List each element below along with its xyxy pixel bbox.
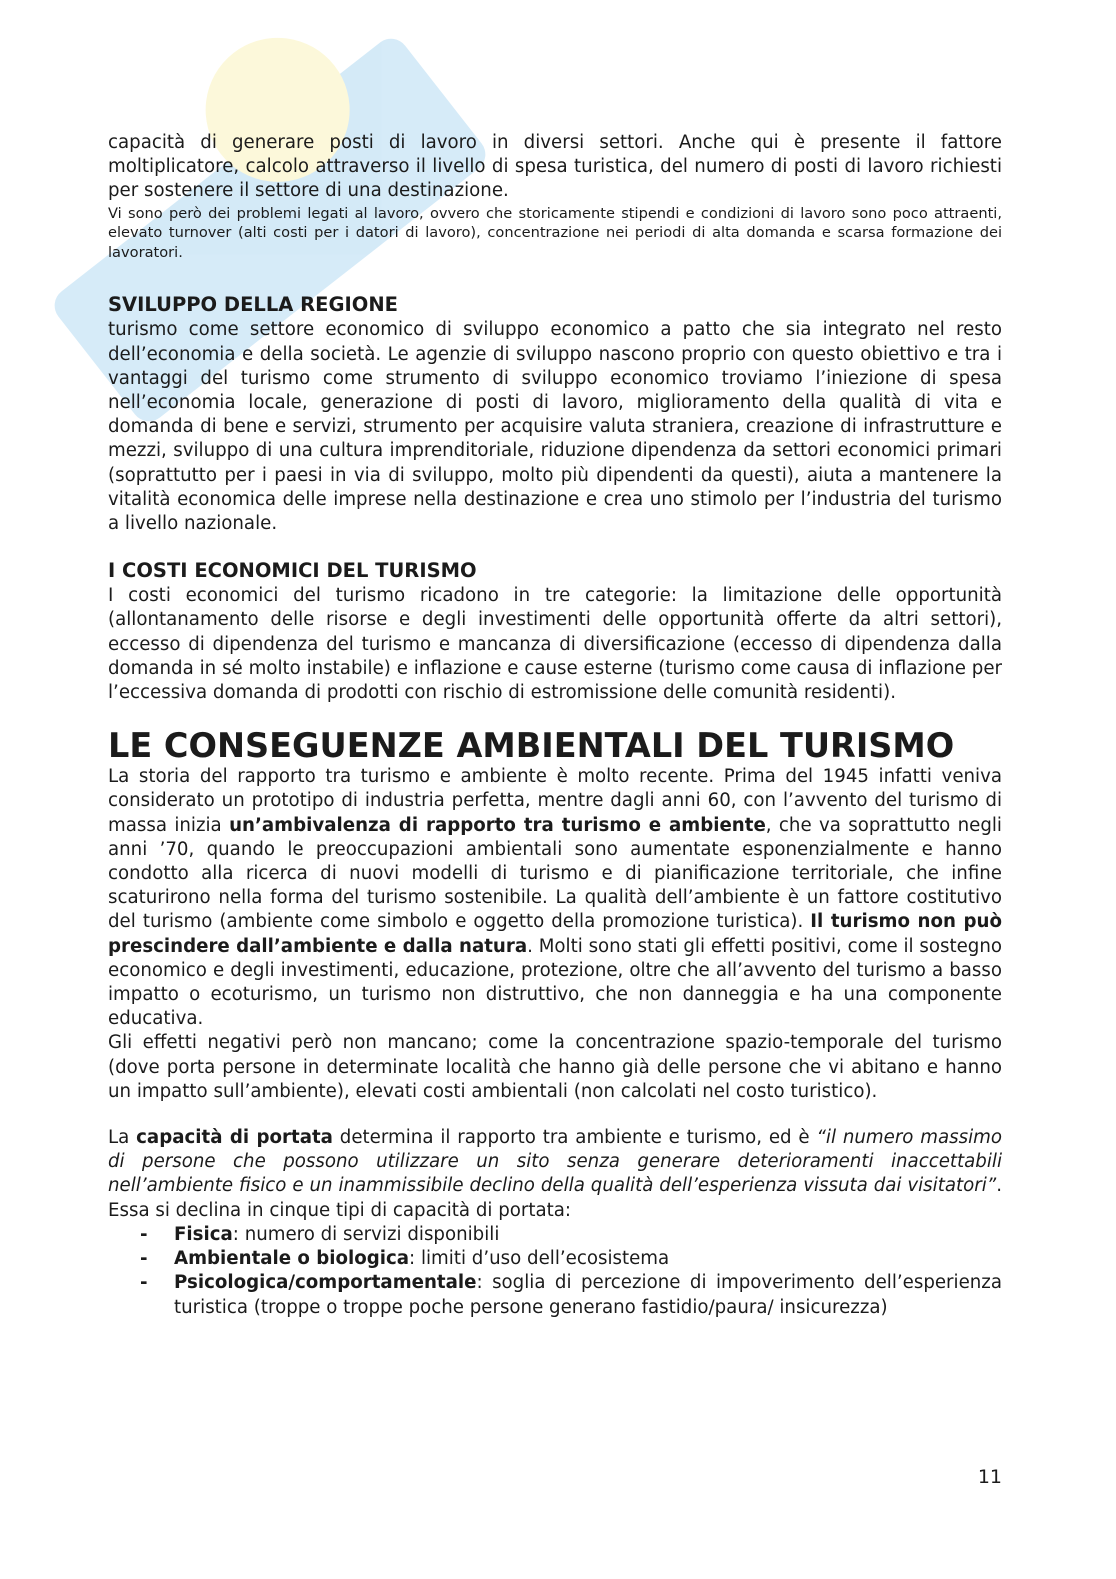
heading-costi: I COSTI ECONOMICI DEL TURISMO bbox=[108, 559, 477, 583]
paragraph-ambientali-1 bbox=[108, 765, 1002, 1031]
list-item bbox=[108, 1247, 1002, 1271]
capacita-text-c: . Essa si declina in cinque tipi di capacità di portata: bbox=[108, 1175, 1002, 1221]
list-term: Fisica bbox=[174, 1223, 233, 1245]
capacita-text-b: determina il rapporto tra ambiente e turismo, ed è bbox=[332, 1127, 817, 1149]
page-number: 11 bbox=[977, 1466, 1002, 1488]
paragraph-capacita bbox=[108, 1126, 1002, 1223]
paragraph-ambientali-2: Gli effetti negativi però non mancano; come la concentrazione spazio-temporale del turismo (dove porta persone in determinate località che hanno già delle persone che vi abitano e hanno un impatto sull’ambiente), elevati costi ambientali (non calcolati nel costo turistico). bbox=[108, 1032, 1002, 1102]
list-desc: : soglia di percezione di impoverimento dell’esperienza turistica (troppe o troppe poche persone generano fastidio/paura/ insicurezza) bbox=[174, 1272, 1002, 1318]
list-dash: - bbox=[140, 1272, 148, 1294]
heading-ambientali: LE CONSEGUENZE AMBIENTALI DEL TURISMO bbox=[108, 726, 955, 766]
ambientali-bold-1: un’ambivalenza di rapporto tra turismo e ambiente bbox=[229, 814, 766, 836]
list-desc: : limiti d’uso dell’ecosistema bbox=[409, 1248, 670, 1270]
heading-sviluppo: SVILUPPO DELLA REGIONE bbox=[108, 293, 398, 317]
list-item bbox=[108, 1223, 1002, 1247]
capacita-bold: capacità di portata bbox=[136, 1127, 333, 1149]
paragraph-1: capacità di generare posti di lavoro in diversi settori. Anche qui è presente il fattore moltiplicatore, calcolo attraverso il livello di spesa turistica, del numero di posti di lavoro richiesti per sostenere il settore di una destinazione. bbox=[108, 132, 1002, 202]
ambientali-bold-2: Il turismo non può prescindere dall’ambiente e dalla natura bbox=[108, 911, 1002, 957]
ambientali-text-b: , che va soprattutto negli anni ’70, quando le preoccupazioni ambientali sono aumentate esponenzialmente e hanno condotto alla ricerca di nuovi modelli di turismo e di pianificazione territoriale, che infine scaturirono nella forma del turismo sostenibile. La qualità dell’ambiente è un fattore costitutivo del turismo (ambiente come simbolo e oggetto della promozione turistica). bbox=[108, 814, 1002, 933]
paragraph-2: Vi sono però dei problemi legati al lavoro, ovvero che storicamente stipendi e condizioni di lavoro sono poco attraenti, elevato turnover (alti costi per i datori di lavoro), concentrazione nei periodi di alta domanda e scarsa formazione dei lavoratori. bbox=[108, 204, 1002, 261]
list-item bbox=[108, 1271, 1002, 1319]
paragraph-costi: I costi economici del turismo ricadono in tre categorie: la limitazione delle opportunità (allontanamento delle risorse e degli investimenti delle opportunità offerte da altri settori), eccesso di dipendenza del turismo e mancanza di diversificazione (eccesso di dipendenza dalla domanda in sé molto instabile) e inflazione e cause esterne (turismo come causa di inflazione per l’eccessiva domanda di prodotti con rischio di estromissione delle comunità residenti). bbox=[108, 585, 1002, 704]
ambientali-text-a: La storia del rapporto tra turismo e ambiente è molto recente. Prima del 1945 infatti veniva considerato un prototipo di industria perfetta, mentre dagli anni 60, con l’avvento del turismo di massa inizia bbox=[108, 766, 1002, 836]
capacita-definition: “il numero massimo di persone che possono utilizzare un sito senza generare deterioramenti inaccettabili nell’ambiente fisico e un inammissibile declino della qualità dell’esperienza vissuta dai visitatori” bbox=[108, 1127, 1002, 1197]
list-term: Ambientale o biologica bbox=[174, 1248, 410, 1270]
ambientali-text-c: . Molti sono stati gli effetti positivi, come il sostegno economico e degli investimenti, educazione, protezione, oltre che all’avvento del turismo a basso impatto o ecoturismo, un turismo non distruttivo, che non danneggia e ha una componente educativa. bbox=[108, 935, 1002, 1030]
list-dash: - bbox=[140, 1248, 148, 1270]
document-body bbox=[108, 131, 1002, 1320]
list-term: Psicologica/comportamentale bbox=[174, 1272, 477, 1294]
list-dash: - bbox=[140, 1223, 148, 1245]
capacity-types-list bbox=[108, 1223, 1002, 1320]
paragraph-sviluppo: turismo come settore economico di sviluppo economico a patto che sia integrato nel resto dell’economia e della società. Le agenzie di sviluppo nascono proprio con questo obiettivo e tra i vantaggi del turismo come strumento di sviluppo economico troviamo l’iniezione di spesa nell’economia locale, generazione di posti di lavoro, miglioramento della qualità di vita e domanda di bene e servizi, strumento per acquisire valuta straniera, creazione di infrastrutture e mezzi, sviluppo di una cultura imprenditoriale, riduzione dipendenza da settori economici primari (soprattutto per i paesi in via di sviluppo, molto più dipendenti da questi), aiuta a mantenere la vitalità economica delle imprese nella destinazione e crea uno stimolo per l’industria del turismo a livello nazionale. bbox=[108, 319, 1002, 535]
capacita-text-a: La bbox=[108, 1127, 137, 1149]
list-desc: : numero di servizi disponibili bbox=[232, 1223, 500, 1245]
